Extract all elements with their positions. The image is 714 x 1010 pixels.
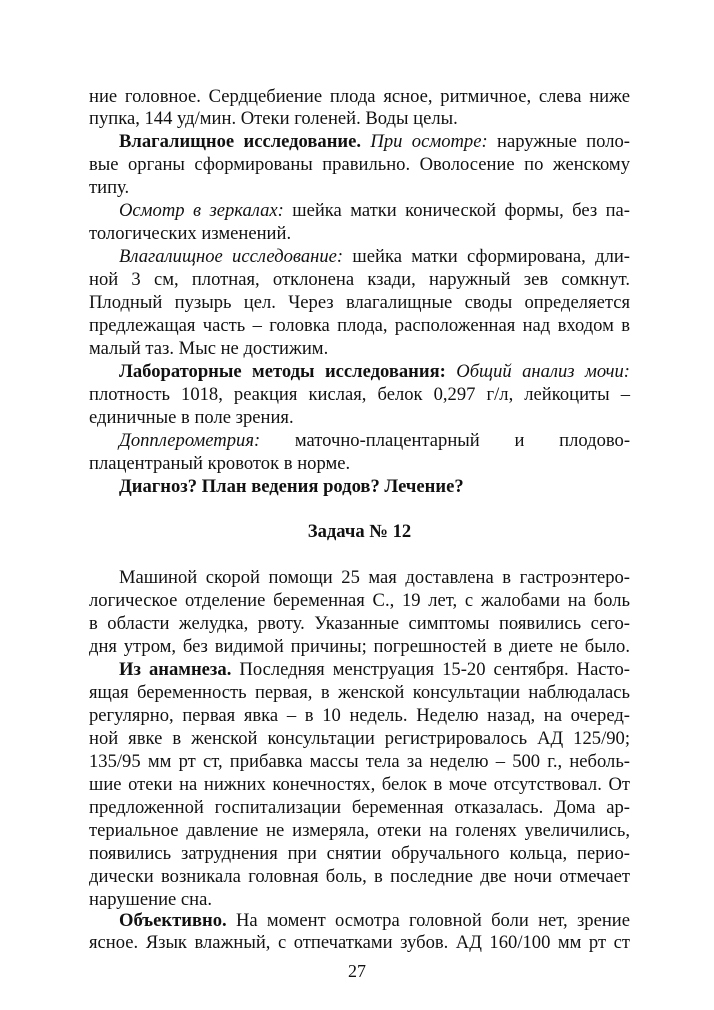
- text: шейка матки сформирована, дли-: [352, 246, 630, 267]
- section-heading: Лабораторные методы исследования:: [119, 361, 446, 382]
- text: регулярно, первая явка – в 10 недель. Неделю назад, на очеред-: [89, 705, 630, 726]
- section-heading: Объективно.: [119, 910, 227, 931]
- text: в области желудка, рвоту. Указанные симптомы появились сего-: [89, 613, 630, 634]
- text: Последняя менструация 15-20 сентября. Насто-: [239, 659, 630, 680]
- text: тологических изменений.: [89, 223, 292, 244]
- text: появились затруднения при снятии обручального кольца, перио-: [89, 843, 630, 864]
- task-title-line: [89, 519, 630, 545]
- text: шейка матки конической формы, без па-: [292, 200, 630, 221]
- text: пупка, 144 уд/мин. Отеки голеней. Воды целы.: [89, 108, 458, 129]
- italic-label: Влагалищное исследование:: [119, 246, 344, 267]
- text: малый таз. Мыс не достижим.: [89, 338, 329, 359]
- text: ной явке в женской консультации регистрировалось АД 125/90;: [89, 728, 630, 749]
- section-heading: Влагалищное исследование.: [119, 131, 362, 152]
- text: ной 3 см, плотная, отклонена кзади, наружный зев сомкнут.: [89, 269, 630, 290]
- text: наружные поло-: [497, 131, 630, 152]
- text: и: [514, 430, 525, 451]
- text: Плодный пузырь цел. Через влагалищные своды определяется: [89, 292, 630, 313]
- italic-label: Допплерометрия:: [119, 430, 261, 451]
- text-line: [89, 930, 630, 956]
- italic-label: Общий анализ мочи:: [456, 361, 630, 382]
- text: ясное. Язык влажный, с отпечатками зубов. АД 160/100 мм рт ст: [89, 932, 630, 953]
- text: На момент осмотра головной боли нет, зрение: [235, 910, 631, 931]
- text: логическое отделение беременная С., 19 лет, с жалобами на боль: [89, 590, 630, 611]
- text: предложенной госпитализации беременная отказалась. Дома ар-: [89, 797, 630, 818]
- text: типу.: [89, 177, 130, 198]
- text: плацентраный кровоток в норме.: [89, 453, 351, 474]
- text: предлежащая часть – головка плода, расположенная над входом в: [89, 315, 630, 336]
- text: териальное давление не измеряла, отеки на голенях увеличились,: [89, 820, 630, 841]
- text: дня утром, без видимой причины; погрешностей в диете не было.: [89, 636, 630, 657]
- text: единичные в поле зрения.: [89, 407, 294, 428]
- page-number: 27: [348, 961, 366, 981]
- text: шие отеки на нижних конечностях, белок в моче отсутствовал. От: [89, 774, 630, 795]
- italic-label: При осмотре:: [370, 131, 488, 152]
- task-title: Задача № 12: [307, 521, 412, 542]
- text-line: [119, 474, 630, 500]
- text: 135/95 мм рт ст, прибавка массы тела за неделю – 500 г., неболь-: [89, 751, 630, 772]
- text: нарушение сна.: [89, 889, 213, 910]
- question-text: Диагноз? План ведения родов? Лечение?: [119, 476, 464, 497]
- italic-label: Осмотр в зеркалах:: [119, 200, 284, 221]
- text: плодово-: [559, 430, 631, 451]
- text: вые органы сформированы правильно. Оволосение по женскому: [89, 154, 630, 175]
- text: ние головное. Сердцебиение плода ясное, ритмичное, слева ниже: [89, 86, 630, 107]
- text: маточно-плацентарный: [294, 430, 480, 451]
- text: дически возникала головная боль, в последние две ночи отмечает: [89, 866, 630, 887]
- text: плотность 1018, реакция кислая, белок 0,297 г/л, лейкоциты –: [89, 384, 630, 405]
- text: ящая беременность первая, в женской консультации наблюдалась: [89, 682, 630, 703]
- section-heading: Из анамнеза.: [119, 659, 232, 680]
- text: Машиной скорой помощи 25 мая доставлена в гастроэнтеро-: [119, 567, 630, 588]
